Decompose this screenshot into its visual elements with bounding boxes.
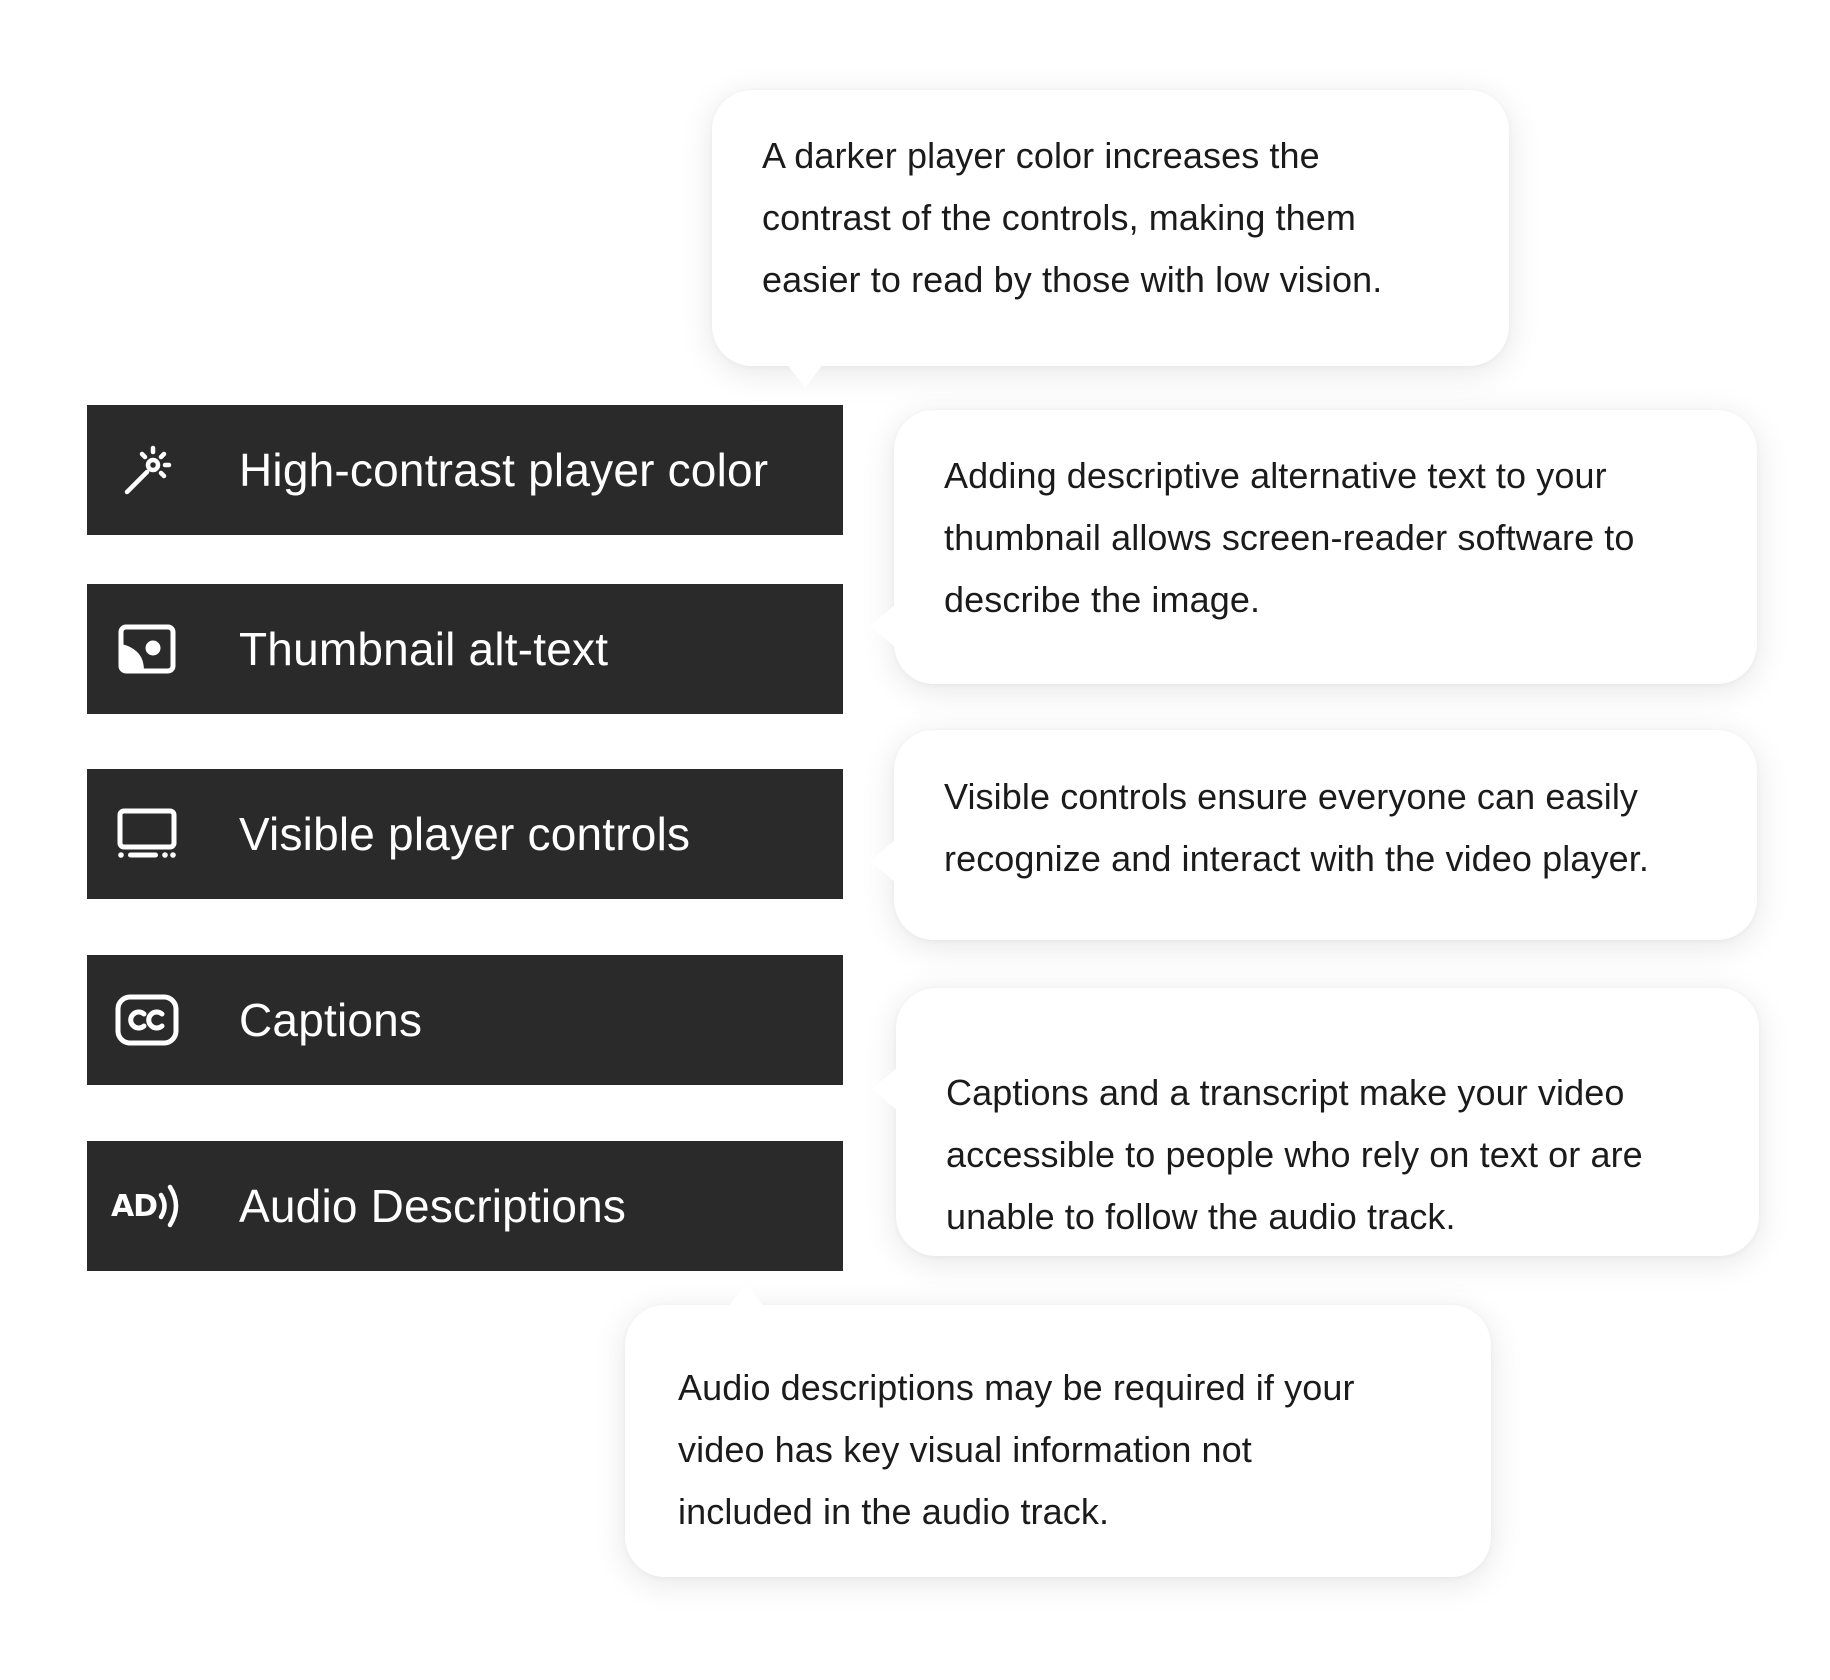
image-icon xyxy=(115,617,179,681)
magic-wand-icon xyxy=(115,438,179,502)
callout-player-color xyxy=(712,90,1509,366)
monitor-controls-icon xyxy=(115,802,179,866)
callout-audio-descriptions xyxy=(625,1305,1491,1577)
feature-label: Visible player controls xyxy=(239,808,691,860)
callout-pointer xyxy=(728,1283,764,1307)
feature-thumbnail-alt-text xyxy=(87,584,843,714)
callout-alt-text xyxy=(894,410,1757,684)
feature-label: Thumbnail alt-text xyxy=(239,623,609,675)
callout-line: video has key visual information not xyxy=(678,1429,1252,1470)
callout-pointer xyxy=(872,1067,898,1111)
closed-captions-icon xyxy=(115,988,179,1052)
audio-description-icon-text: AD xyxy=(110,1188,158,1224)
callout-line: thumbnail allows screen-reader software to xyxy=(944,517,1635,558)
feature-label: Audio Descriptions xyxy=(239,1180,627,1232)
callout-pointer xyxy=(787,364,823,388)
callout-line: Audio descriptions may be required if your xyxy=(678,1367,1355,1408)
callout-line: describe the image. xyxy=(944,579,1261,620)
callout-pointer xyxy=(870,604,896,648)
feature-audio-descriptions xyxy=(87,1141,843,1271)
callout-line: included in the audio track. xyxy=(678,1491,1110,1532)
callout-line: easier to read by those with low vision. xyxy=(762,259,1383,300)
callout-line: Captions and a transcript make your video xyxy=(946,1072,1625,1113)
callout-line: contrast of the controls, making them xyxy=(762,197,1356,238)
callout-line: Visible controls ensure everyone can easily xyxy=(944,776,1639,817)
callout-line: accessible to people who rely on text or are xyxy=(946,1134,1643,1175)
callout-line: recognize and interact with the video player. xyxy=(944,838,1649,879)
callout-line: Adding descriptive alternative text to your xyxy=(944,455,1607,496)
callout-line: unable to follow the audio track. xyxy=(946,1196,1456,1237)
feature-label: High-contrast player color xyxy=(239,444,769,496)
feature-high-contrast-player-color xyxy=(87,405,843,535)
callout-pointer xyxy=(870,839,896,883)
feature-captions xyxy=(87,955,843,1085)
callout-line: A darker player color increases the xyxy=(762,135,1320,176)
feature-label: Captions xyxy=(239,994,423,1046)
callout-controls xyxy=(894,730,1757,940)
feature-visible-player-controls xyxy=(87,769,843,899)
callout-captions xyxy=(896,988,1759,1256)
audio-description-icon xyxy=(105,1174,189,1238)
